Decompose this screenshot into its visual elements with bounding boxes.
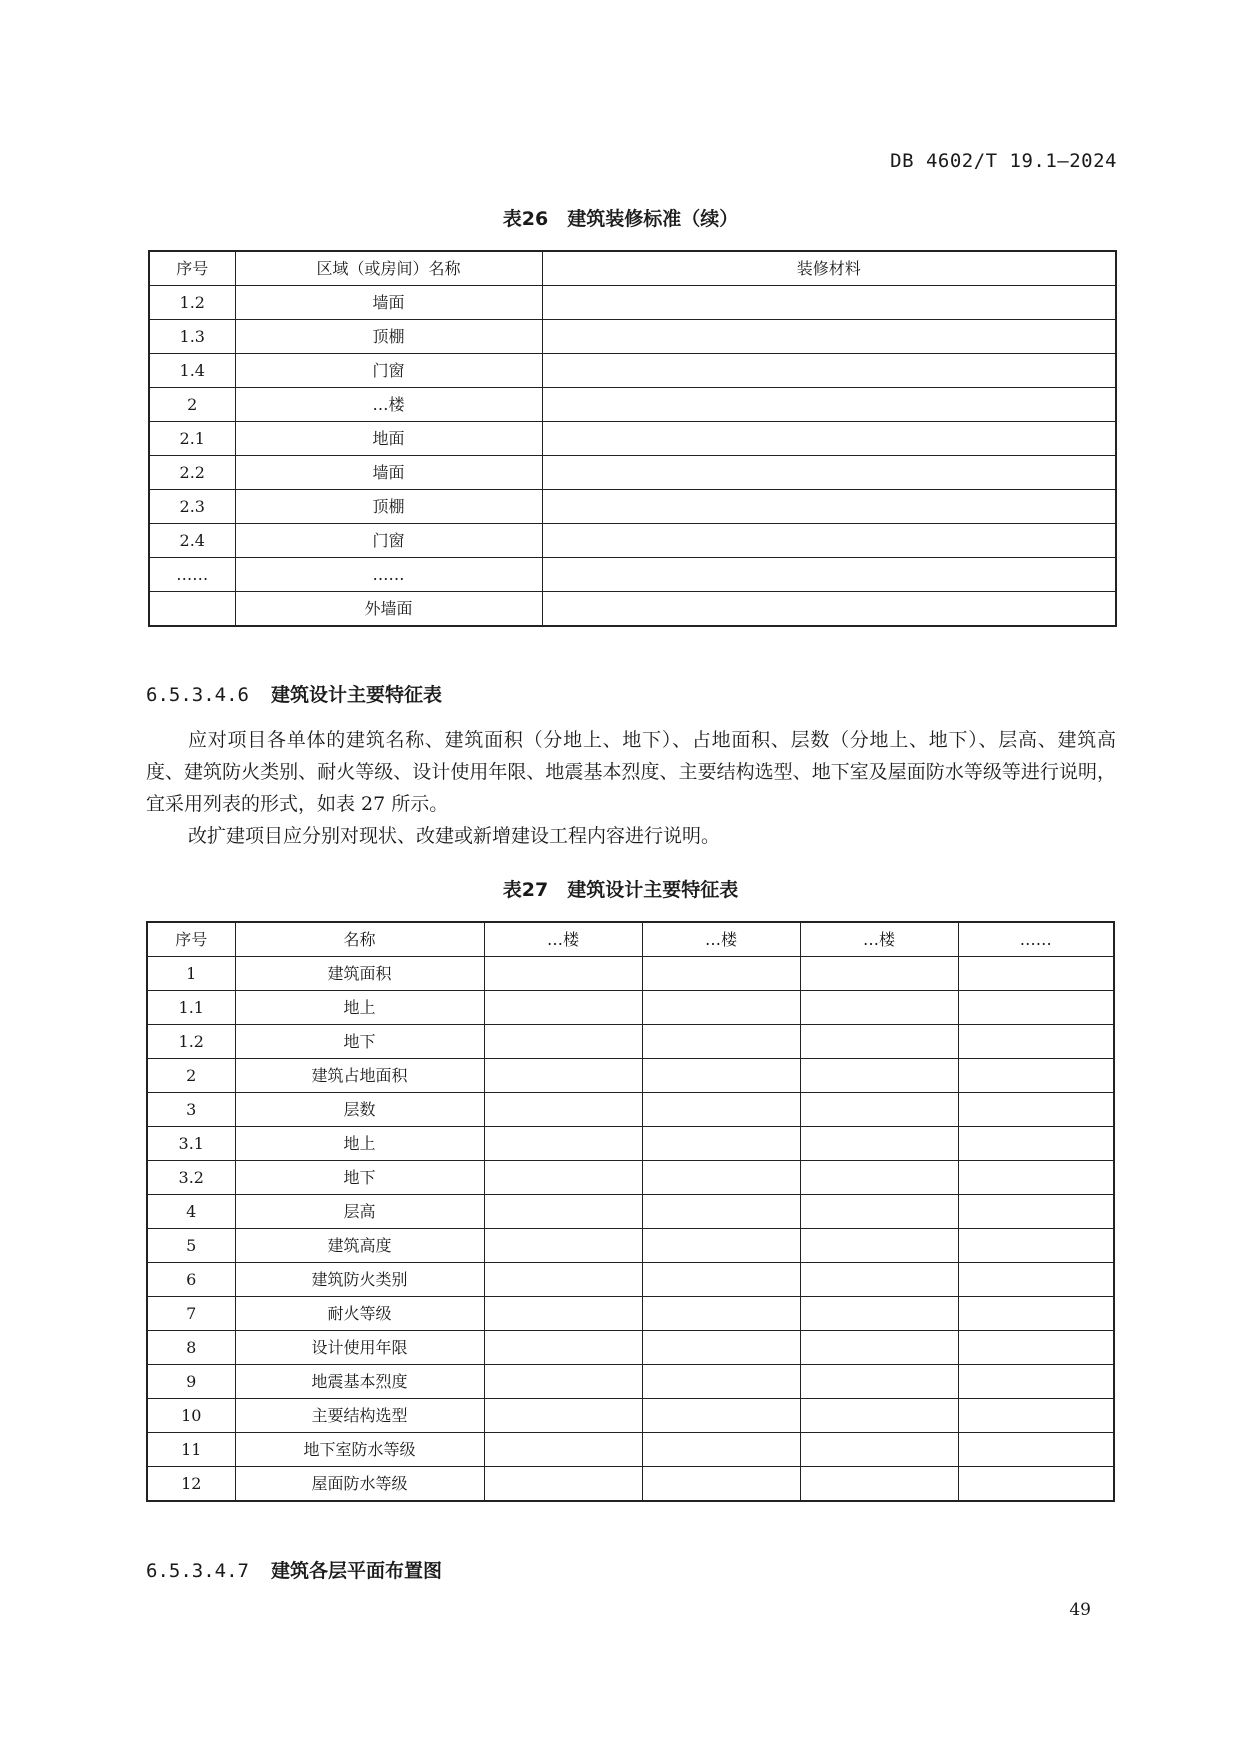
table27-row [147, 1297, 1114, 1331]
table26-cell-seq: 1.3 [149, 320, 235, 354]
table27-cell-value [642, 1127, 800, 1161]
table26-cell-material [542, 354, 1116, 388]
table27-cell-value [484, 1161, 642, 1195]
table26-cell-material [542, 558, 1116, 592]
table27-cell-value [642, 1399, 800, 1433]
table26-cell-area: 墙面 [235, 286, 542, 320]
table27-cell-value [484, 1127, 642, 1161]
table27-cell-value [958, 1365, 1114, 1399]
table27-cell-value [958, 1297, 1114, 1331]
paragraph-1: 应对项目各单体的建筑名称、建筑面积（分地上、地下）、占地面积、层数（分地上、地下）、层高、建筑高度、建筑防火类别、耐火等级、设计使用年限、地震基本烈度、主要结构选型、地下室及屋面防水等级等进行说明，宜采用列表的形式，如表 27 所示。 [146, 729, 1116, 815]
table27-cell-value [642, 1433, 800, 1467]
table26-row [149, 490, 1116, 524]
table27-cell-name: 地下 [235, 1025, 484, 1059]
table27-cell-name: 屋面防水等级 [235, 1467, 484, 1502]
table27-cell-value [642, 1263, 800, 1297]
table27-cell-name: 地上 [235, 1127, 484, 1161]
table27-cell-value [958, 1195, 1114, 1229]
table27-cell-value [958, 1161, 1114, 1195]
table27-row [147, 1263, 1114, 1297]
table27-cell-value [484, 1025, 642, 1059]
table27-cell-value [800, 1195, 958, 1229]
table27-cell-name: 建筑高度 [235, 1229, 484, 1263]
table26-row [149, 388, 1116, 422]
table27-cell-value [800, 1229, 958, 1263]
table27-cell-seq: 8 [147, 1331, 235, 1365]
table27-row [147, 991, 1114, 1025]
table27-cell-value [958, 1399, 1114, 1433]
table26-cell-material [542, 388, 1116, 422]
table27-cell-seq: 7 [147, 1297, 235, 1331]
table27-cell-value [642, 1093, 800, 1127]
table27-cell-value [958, 1331, 1114, 1365]
table27-cell-value [484, 1229, 642, 1263]
table27-header-building-3: …楼 [800, 922, 958, 957]
table27-cell-value [958, 1467, 1114, 1502]
table27-cell-value [800, 1263, 958, 1297]
table27-cell-value [642, 957, 800, 991]
table27-row [147, 1229, 1114, 1263]
table27-row [147, 1059, 1114, 1093]
table27-row [147, 1127, 1114, 1161]
table26-cell-seq: …… [149, 558, 235, 592]
table27-cell-value [800, 1127, 958, 1161]
table26-cell-seq: 2.3 [149, 490, 235, 524]
table26-cell-seq [149, 592, 235, 627]
table27-cell-name: 地震基本烈度 [235, 1365, 484, 1399]
table26-row [149, 320, 1116, 354]
table26-header-row [149, 251, 1116, 286]
table26-row [149, 456, 1116, 490]
table27-cell-name: 地下室防水等级 [235, 1433, 484, 1467]
table27-cell-seq: 5 [147, 1229, 235, 1263]
table26-cell-seq: 2.4 [149, 524, 235, 558]
table26-cell-area: …楼 [235, 388, 542, 422]
table26-cell-area: …… [235, 558, 542, 592]
table27-cell-value [642, 1229, 800, 1263]
table27-row [147, 1093, 1114, 1127]
table27-cell-value [484, 1263, 642, 1297]
table27 [146, 921, 1115, 1502]
table27-row [147, 1195, 1114, 1229]
table26-row [149, 286, 1116, 320]
table27-cell-name: 层数 [235, 1093, 484, 1127]
table26-cell-seq: 1.4 [149, 354, 235, 388]
table26-caption: 表26 建筑装修标准（续） [502, 208, 739, 230]
section-number: 6.5.3.4.6 [146, 684, 249, 706]
table27-cell-value [800, 957, 958, 991]
table26-cell-material [542, 320, 1116, 354]
table27-cell-name: 地上 [235, 991, 484, 1025]
table27-cell-value [958, 1059, 1114, 1093]
table27-cell-value [800, 1025, 958, 1059]
table27-cell-value [958, 1093, 1114, 1127]
table27-cell-name: 耐火等级 [235, 1297, 484, 1331]
table27-cell-seq: 11 [147, 1433, 235, 1467]
table27-cell-name: 主要结构选型 [235, 1399, 484, 1433]
table26-cell-material [542, 524, 1116, 558]
table27-cell-name: 设计使用年限 [235, 1331, 484, 1365]
table27-cell-seq: 4 [147, 1195, 235, 1229]
table26-cell-material [542, 490, 1116, 524]
table27-cell-value [642, 1467, 800, 1502]
table27-cell-seq: 2 [147, 1059, 235, 1093]
section-number: 6.5.3.4.7 [146, 1560, 249, 1582]
table27-cell-seq: 1 [147, 957, 235, 991]
table27-cell-value [484, 1093, 642, 1127]
table27-header-seq: 序号 [147, 922, 235, 957]
table26-cell-seq: 2.2 [149, 456, 235, 490]
table27-cell-value [958, 991, 1114, 1025]
table27-cell-value [800, 1093, 958, 1127]
table27-cell-name: 建筑占地面积 [235, 1059, 484, 1093]
table26-cell-material [542, 422, 1116, 456]
table26-row [149, 524, 1116, 558]
table27-cell-value [484, 957, 642, 991]
table26-cell-material [542, 456, 1116, 490]
page-number: 49 [1069, 1600, 1091, 1620]
table27-cell-value [484, 1433, 642, 1467]
table27-cell-value [642, 1365, 800, 1399]
table26-header-area: 区域（或房间）名称 [235, 251, 542, 286]
table27-cell-value [484, 1059, 642, 1093]
table27-row [147, 1161, 1114, 1195]
table26-cell-area: 地面 [235, 422, 542, 456]
table27-cell-value [958, 1025, 1114, 1059]
table27-cell-name: 建筑防火类别 [235, 1263, 484, 1297]
table27-cell-name: 地下 [235, 1161, 484, 1195]
table27-row [147, 1467, 1114, 1502]
table27-cell-name: 层高 [235, 1195, 484, 1229]
table26-header-material: 装修材料 [542, 251, 1116, 286]
table26 [148, 250, 1117, 627]
section-title: 建筑各层平面布置图 [270, 1560, 442, 1582]
table27-cell-value [800, 1331, 958, 1365]
section-6-5-3-4-6-heading [146, 680, 442, 707]
table27-cell-value [484, 1399, 642, 1433]
table27-cell-value [484, 1331, 642, 1365]
table27-cell-value [958, 1127, 1114, 1161]
table27-cell-value [800, 1297, 958, 1331]
table27-cell-value [642, 1059, 800, 1093]
table27-row [147, 1433, 1114, 1467]
document-code: DB 4602/T 19.1—2024 [890, 150, 1117, 172]
table27-header-name: 名称 [235, 922, 484, 957]
table27-cell-seq: 9 [147, 1365, 235, 1399]
table27-cell-value [800, 991, 958, 1025]
table27-cell-seq: 3.2 [147, 1161, 235, 1195]
table27-cell-value [484, 991, 642, 1025]
table26-row [149, 354, 1116, 388]
table27-cell-value [642, 1331, 800, 1365]
table27-header-building-1: …楼 [484, 922, 642, 957]
table26-cell-seq: 1.2 [149, 286, 235, 320]
table27-cell-value [800, 1467, 958, 1502]
table27-cell-seq: 3.1 [147, 1127, 235, 1161]
table27-cell-value [800, 1161, 958, 1195]
table27-cell-value [800, 1365, 958, 1399]
table26-cell-area: 门窗 [235, 524, 542, 558]
table26-cell-seq: 2 [149, 388, 235, 422]
table27-cell-value [642, 991, 800, 1025]
table27-cell-value [958, 1229, 1114, 1263]
table27-cell-seq: 1.2 [147, 1025, 235, 1059]
table27-cell-value [642, 1297, 800, 1331]
table27-row [147, 1399, 1114, 1433]
section-title: 建筑设计主要特征表 [270, 684, 442, 706]
table27-cell-seq: 10 [147, 1399, 235, 1433]
table26-header-seq: 序号 [149, 251, 235, 286]
table27-header-row [147, 922, 1114, 957]
table27-row [147, 957, 1114, 991]
table26-cell-area: 外墙面 [235, 592, 542, 627]
table27-cell-value [800, 1059, 958, 1093]
table27-caption: 表27 建筑设计主要特征表 [502, 879, 739, 901]
table27-cell-name: 建筑面积 [235, 957, 484, 991]
table27-cell-value [484, 1467, 642, 1502]
table26-cell-area: 顶棚 [235, 490, 542, 524]
table27-cell-value [800, 1399, 958, 1433]
table26-cell-area: 墙面 [235, 456, 542, 490]
table27-header-more: …… [958, 922, 1114, 957]
table27-cell-seq: 1.1 [147, 991, 235, 1025]
table26-cell-area: 顶棚 [235, 320, 542, 354]
table27-cell-value [484, 1195, 642, 1229]
table27-row [147, 1025, 1114, 1059]
table27-cell-seq: 6 [147, 1263, 235, 1297]
table27-cell-value [642, 1025, 800, 1059]
table26-cell-seq: 2.1 [149, 422, 235, 456]
table27-cell-seq: 3 [147, 1093, 235, 1127]
table27-cell-value [484, 1297, 642, 1331]
table27-cell-value [484, 1365, 642, 1399]
table27-cell-value [958, 1433, 1114, 1467]
table27-row [147, 1365, 1114, 1399]
paragraph-2: 改扩建项目应分别对现状、改建或新增建设工程内容进行说明。 [188, 825, 721, 847]
table26-row [149, 592, 1116, 627]
table26-cell-area: 门窗 [235, 354, 542, 388]
table27-row [147, 1331, 1114, 1365]
table26-cell-material [542, 286, 1116, 320]
table26-row [149, 422, 1116, 456]
table27-cell-value [642, 1161, 800, 1195]
table26-cell-material [542, 592, 1116, 627]
table27-cell-value [958, 1263, 1114, 1297]
table27-header-building-2: …楼 [642, 922, 800, 957]
table27-cell-value [642, 1195, 800, 1229]
table26-row [149, 558, 1116, 592]
table27-cell-seq: 12 [147, 1467, 235, 1502]
table27-cell-value [800, 1433, 958, 1467]
section-6-5-3-4-7-heading [146, 1556, 442, 1583]
table27-cell-value [958, 957, 1114, 991]
